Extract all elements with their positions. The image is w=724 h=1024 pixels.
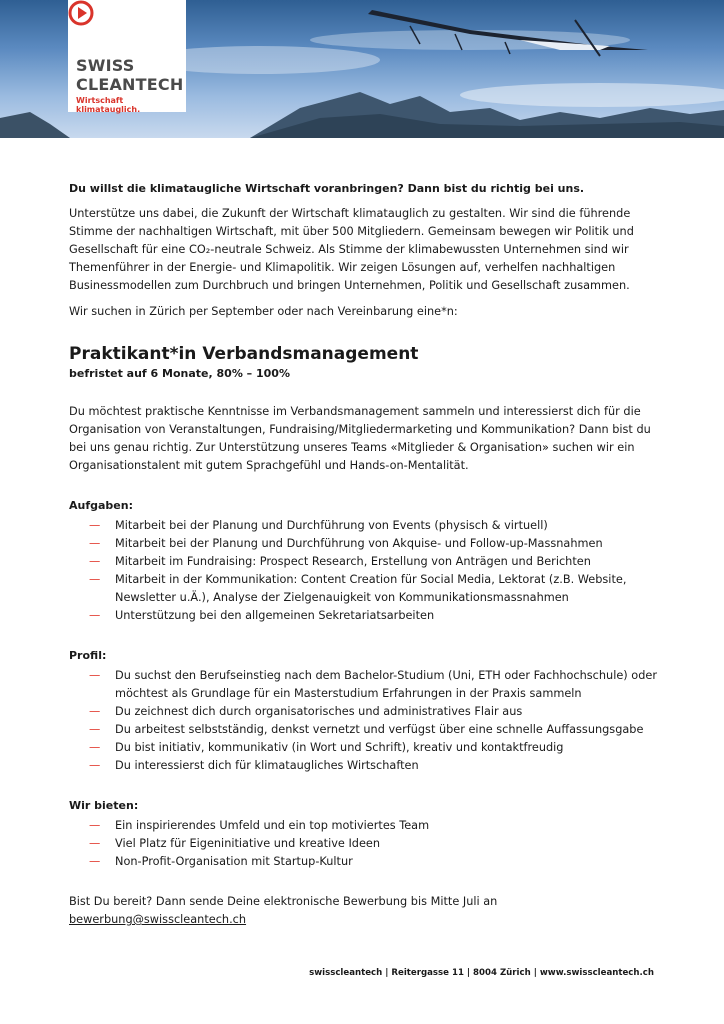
list-item: — Mitarbeit bei der Planung und Durchführung von Akquise- und Follow-up-Massnahmen (69, 535, 659, 553)
bullet-dash: — (89, 819, 101, 832)
play-icon (68, 0, 94, 26)
application-email-link[interactable]: bewerbung@swisscleantech.ch (69, 913, 247, 926)
section-heading-tasks: Aufgaben: (69, 499, 133, 512)
section-heading-offer: Wir bieten: (69, 799, 139, 812)
job-title: Praktikant*in Verbandsmanagement (69, 344, 419, 364)
list-item: — Du arbeitest selbstständig, denkst vernetzt und verfügst über eine schnelle Auffassungsgabe (69, 721, 659, 739)
list-item: — Du zeichnest dich durch organisatorisches und administratives Flair aus (69, 703, 659, 721)
search-statement: Wir suchen in Zürich per September oder nach Vereinbarung eine*n: (69, 305, 458, 318)
list-item: — Unterstützung bei den allgemeinen Sekretariatsarbeiten (69, 607, 659, 625)
bullet-dash: — (89, 573, 101, 586)
bullet-dash: — (89, 537, 101, 550)
tasks-list (69, 517, 659, 625)
lead-question: Du willst die klimataugliche Wirtschaft voranbringen? Dann bist du richtig bei uns. (69, 182, 585, 195)
header-banner (0, 0, 724, 138)
offer-list (69, 817, 659, 871)
logo-tagline: Wirtschaft klimatauglich. (76, 96, 141, 114)
bullet-dash: — (89, 759, 101, 772)
intro-paragraph: Unterstütze uns dabei, die Zukunft der Wirtschaft klimatauglich zu gestalten. Wir sind die führende Stimme der nachhaltigen Wirtschaft, mit über 500 Mitgliedern. Gemeinsam bewegen wir Politik und Gesellschaft für eine CO₂-neutrale Schweiz. Als Stimme der klimabewussten Unternehmen sind wir Themenführer in der Energie- und Klimapolitik. Wir zeigen Lösungen auf, verhelfen nachhaltigen Businessmodellen zum Durchbruch und bringen Unternehmen, Politik und Gesellschaft zusammen. (69, 207, 634, 292)
job-subtitle: befristet auf 6 Monate, 80% – 100% (69, 367, 290, 380)
bullet-dash: — (89, 555, 101, 568)
list-item: — Viel Platz für Eigeninitiative und kreative Ideen (69, 835, 659, 853)
logo-text-line1: SWISS (76, 56, 135, 75)
logo-text-line2: CLEANTECH (76, 75, 184, 94)
section-heading-profile: Profil: (69, 649, 107, 662)
logo (68, 0, 186, 112)
profile-list (69, 667, 659, 775)
bullet-dash: — (89, 723, 101, 736)
job-description: Du möchtest praktische Kenntnisse im Verbandsmanagement sammeln und interessierst dich für die Organisation von Veranstaltungen, Fundraising/Mitgliedermarketing und Kommunikation? Dann bist du bei uns genau richtig. Zur Unterstützung unseres Teams «Mitglieder & Organisation» suchen wir ein Organisationstalent mit gutem Sprachgefühl und Hands-on-Mentalität. (69, 405, 651, 472)
bullet-dash: — (89, 519, 101, 532)
bullet-dash: — (89, 609, 101, 622)
bullet-dash: — (89, 705, 101, 718)
bullet-dash: — (89, 741, 101, 754)
closing-text: Bist Du bereit? Dann sende Deine elektronische Bewerbung bis Mitte Juli an (69, 895, 498, 908)
list-item: — Mitarbeit bei der Planung und Durchführung von Events (physisch & virtuell) (69, 517, 659, 535)
list-item: — Du interessierst dich für klimataugliches Wirtschaften (69, 757, 659, 775)
list-item: — Mitarbeit im Fundraising: Prospect Research, Erstellung von Anträgen und Berichten (69, 553, 659, 571)
list-item: — Du bist initiativ, kommunikativ (in Wort und Schrift), kreativ und kontaktfreudig (69, 739, 659, 757)
footer-address: swisscleantech | Reitergasse 11 | 8004 Zürich | www.swisscleantech.ch (309, 968, 654, 978)
bullet-dash: — (89, 837, 101, 850)
list-item: — Non-Profit-Organisation mit Startup-Kultur (69, 853, 659, 871)
bullet-dash: — (89, 669, 101, 682)
closing-statement (69, 893, 659, 929)
bullet-dash: — (89, 855, 101, 868)
list-item: — Ein inspirierendes Umfeld und ein top motiviertes Team (69, 817, 659, 835)
job-posting (69, 180, 659, 929)
list-item: — Du suchst den Berufseinstieg nach dem Bachelor-Studium (Uni, ETH oder Fachhochschule) oder möchtest als Grundlage für ein Masterstudium Erfahrungen in der Praxis sammeln (89, 669, 657, 700)
list-item: — Mitarbeit in der Kommunikation: Content Creation für Social Media, Lektorat (z.B. Website, Newsletter u.Ä.), Analyse der Zielgenauigkeit von Kommunikationsmassnahmen (89, 573, 627, 604)
